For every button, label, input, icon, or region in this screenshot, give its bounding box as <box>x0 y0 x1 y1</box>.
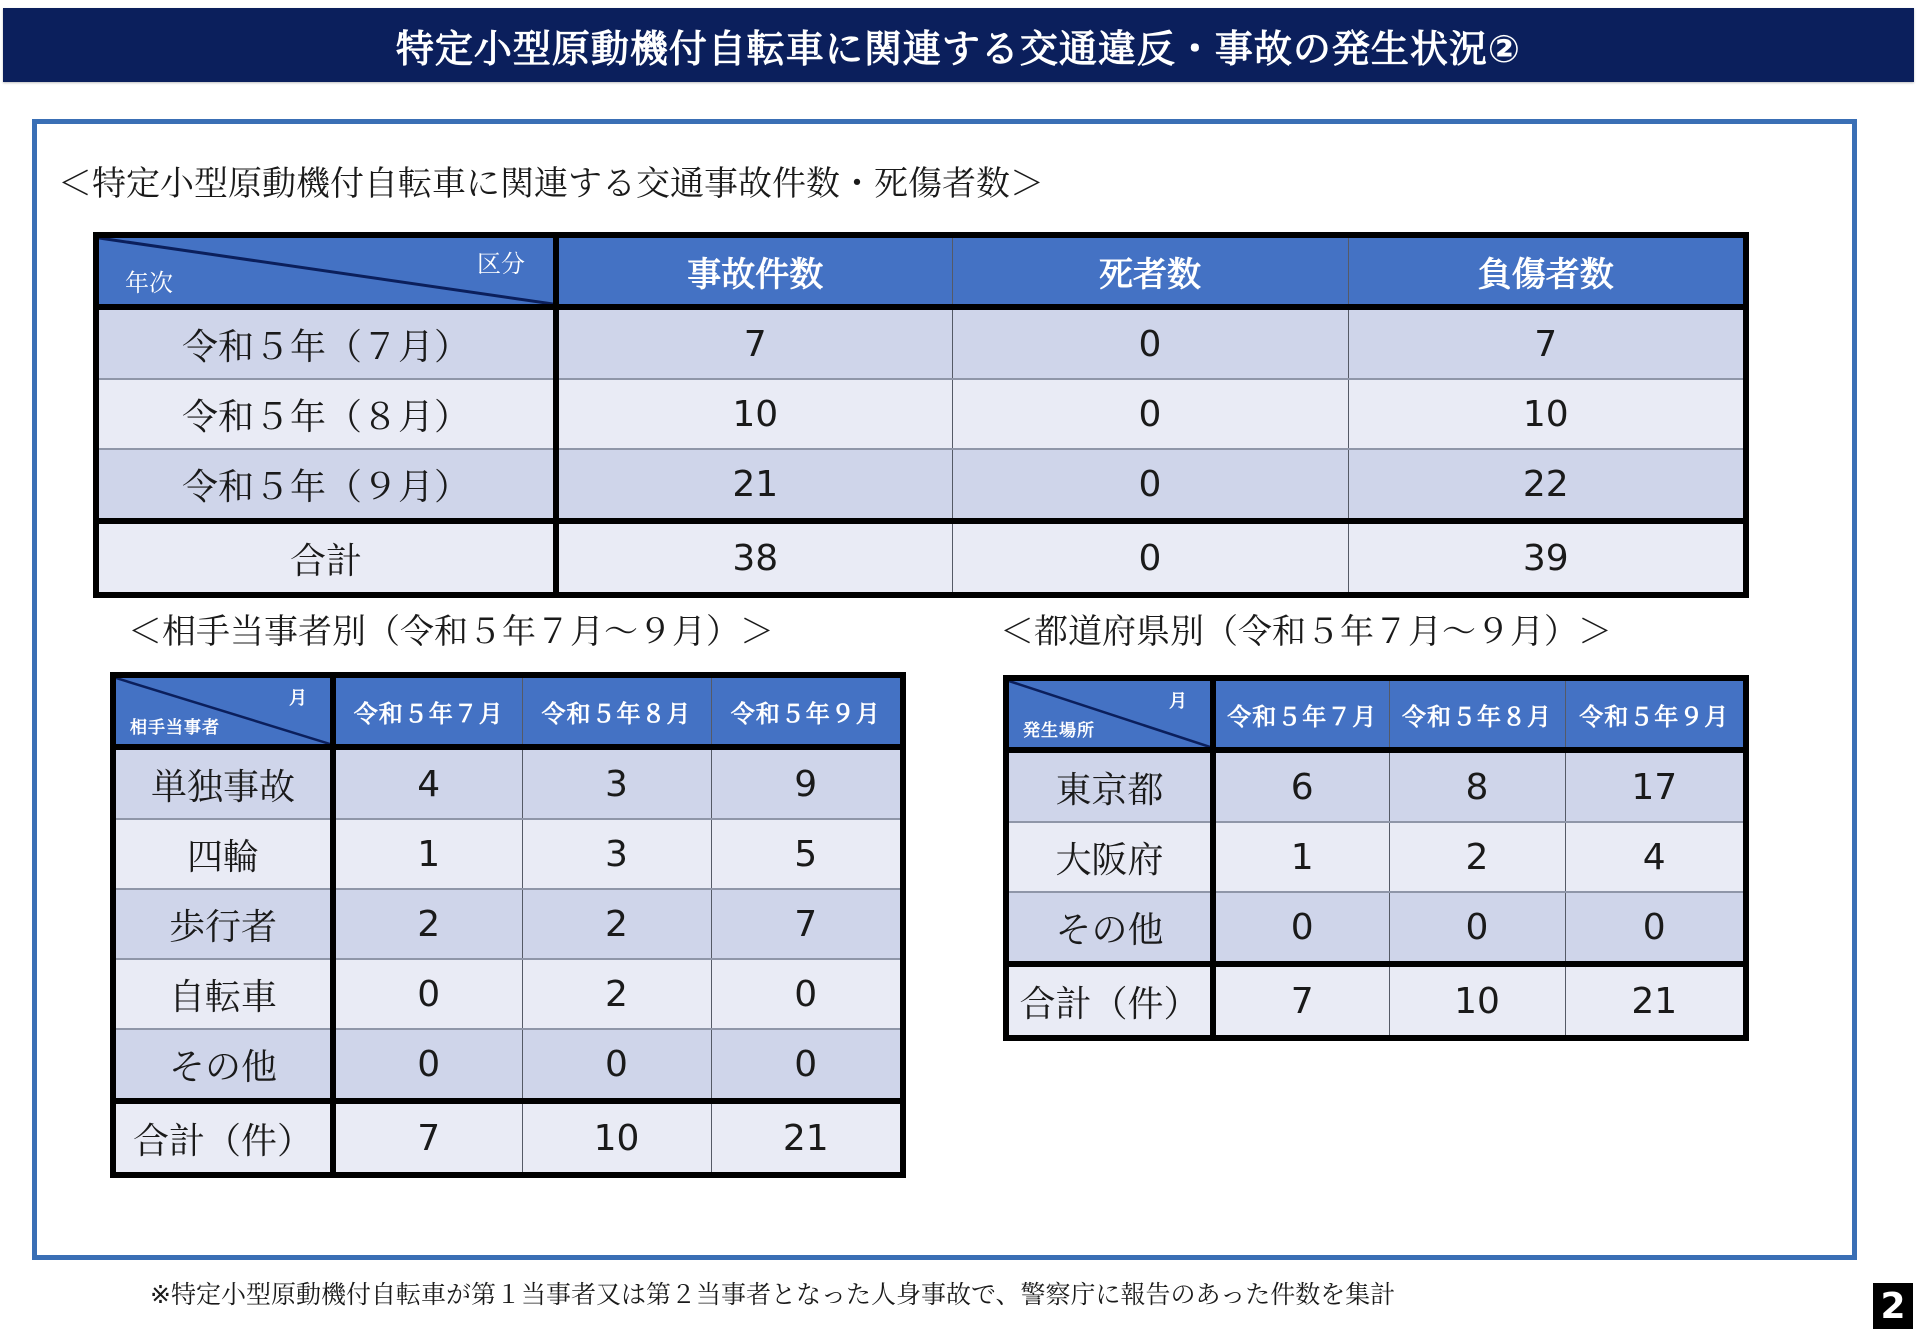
row-label: 合計（件） <box>1006 964 1213 1038</box>
table-row <box>1006 750 1746 822</box>
cell: 21 <box>556 449 952 521</box>
column-header: 令和５年８月 <box>522 675 711 747</box>
row-label: 令和５年（８月） <box>96 379 556 449</box>
total-row <box>1006 964 1746 1038</box>
table-row <box>96 307 1746 379</box>
table-row <box>96 379 1746 449</box>
column-header: 令和５年９月 <box>711 675 903 747</box>
corner-column-label: 区分 <box>477 250 525 278</box>
row-label: 東京都 <box>1006 750 1213 822</box>
column-header: 負傷者数 <box>1348 235 1746 307</box>
party-breakdown-table <box>110 672 906 1178</box>
cell: 2 <box>1389 822 1565 892</box>
cell: 7 <box>711 889 903 959</box>
cell: 0 <box>711 959 903 1029</box>
cell: 7 <box>333 1101 522 1175</box>
page-title: 特定小型原動機付自転車に関連する交通違反・事故の発生状況② <box>395 26 1522 71</box>
cell: 0 <box>952 307 1348 379</box>
cell: 10 <box>556 379 952 449</box>
corner-header <box>96 235 556 307</box>
cell: 9 <box>711 747 903 819</box>
column-header: 令和５年９月 <box>1565 678 1746 750</box>
cell: 21 <box>1565 964 1746 1038</box>
row-label: 四輪 <box>113 819 333 889</box>
cell: 4 <box>333 747 522 819</box>
table-row <box>1006 892 1746 964</box>
column-header: 令和５年８月 <box>1389 678 1565 750</box>
cell: 0 <box>952 449 1348 521</box>
cell: 22 <box>1348 449 1746 521</box>
row-label: 単独事故 <box>113 747 333 819</box>
cell: 1 <box>1213 822 1389 892</box>
cell: 0 <box>711 1029 903 1101</box>
cell: 0 <box>333 959 522 1029</box>
corner-row-label: 発生場所 <box>1023 721 1095 741</box>
cell: 17 <box>1565 750 1746 822</box>
page-number: 2 <box>1873 1283 1913 1329</box>
corner-header <box>113 675 333 747</box>
row-label: その他 <box>1006 892 1213 964</box>
cell: 7 <box>1348 307 1746 379</box>
corner-row-label: 相手当事者 <box>130 718 220 738</box>
cell: 39 <box>1348 521 1746 595</box>
prefecture-breakdown-table <box>1003 675 1749 1041</box>
corner-header <box>1006 678 1213 750</box>
prefecture-table-title: ＜都道府県別（令和５年７月～９月）＞ <box>1000 612 1612 652</box>
cell: 1 <box>333 819 522 889</box>
cell: 0 <box>522 1029 711 1101</box>
row-label: 自転車 <box>113 959 333 1029</box>
cell: 0 <box>1389 892 1565 964</box>
row-label: その他 <box>113 1029 333 1101</box>
cell: 4 <box>1565 822 1746 892</box>
column-header: 令和５年７月 <box>1213 678 1389 750</box>
corner-row-label: 年次 <box>125 269 173 297</box>
cell: 7 <box>1213 964 1389 1038</box>
table-row <box>113 1029 903 1101</box>
table-row <box>1006 822 1746 892</box>
total-row <box>113 1101 903 1175</box>
footnote: ※特定小型原動機付自転車が第１当事者又は第２当事者となった人身事故で、警察庁に報告のあった件数を集計 <box>150 1280 1396 1309</box>
row-label: 歩行者 <box>113 889 333 959</box>
party-table-title: ＜相手当事者別（令和５年７月～９月）＞ <box>128 612 774 652</box>
cell: 3 <box>522 819 711 889</box>
corner-column-label: 月 <box>1169 691 1188 712</box>
cell: 0 <box>333 1029 522 1101</box>
row-label: 大阪府 <box>1006 822 1213 892</box>
main-table-title: ＜特定小型原動機付自転車に関連する交通事故件数・死傷者数＞ <box>58 164 1044 204</box>
cell: 7 <box>556 307 952 379</box>
cell: 5 <box>711 819 903 889</box>
title-bar <box>3 8 1914 82</box>
row-label: 令和５年（９月） <box>96 449 556 521</box>
table-row <box>113 889 903 959</box>
cell: 0 <box>952 379 1348 449</box>
cell: 0 <box>1213 892 1389 964</box>
cell: 2 <box>522 959 711 1029</box>
row-label: 合計 <box>96 521 556 595</box>
cell: 3 <box>522 747 711 819</box>
cell: 0 <box>1565 892 1746 964</box>
cell: 0 <box>952 521 1348 595</box>
accident-casualty-table <box>93 232 1749 598</box>
table-row <box>96 449 1746 521</box>
column-header: 令和５年７月 <box>333 675 522 747</box>
cell: 10 <box>1389 964 1565 1038</box>
table-row <box>113 819 903 889</box>
cell: 21 <box>711 1101 903 1175</box>
cell: 6 <box>1213 750 1389 822</box>
row-label: 令和５年（７月） <box>96 307 556 379</box>
corner-column-label: 月 <box>289 688 308 709</box>
row-label: 合計（件） <box>113 1101 333 1175</box>
cell: 8 <box>1389 750 1565 822</box>
cell: 10 <box>1348 379 1746 449</box>
column-header: 事故件数 <box>556 235 952 307</box>
table-row <box>113 747 903 819</box>
column-header: 死者数 <box>952 235 1348 307</box>
cell: 38 <box>556 521 952 595</box>
table-row <box>113 959 903 1029</box>
cell: 2 <box>333 889 522 959</box>
cell: 2 <box>522 889 711 959</box>
total-row <box>96 521 1746 595</box>
cell: 10 <box>522 1101 711 1175</box>
